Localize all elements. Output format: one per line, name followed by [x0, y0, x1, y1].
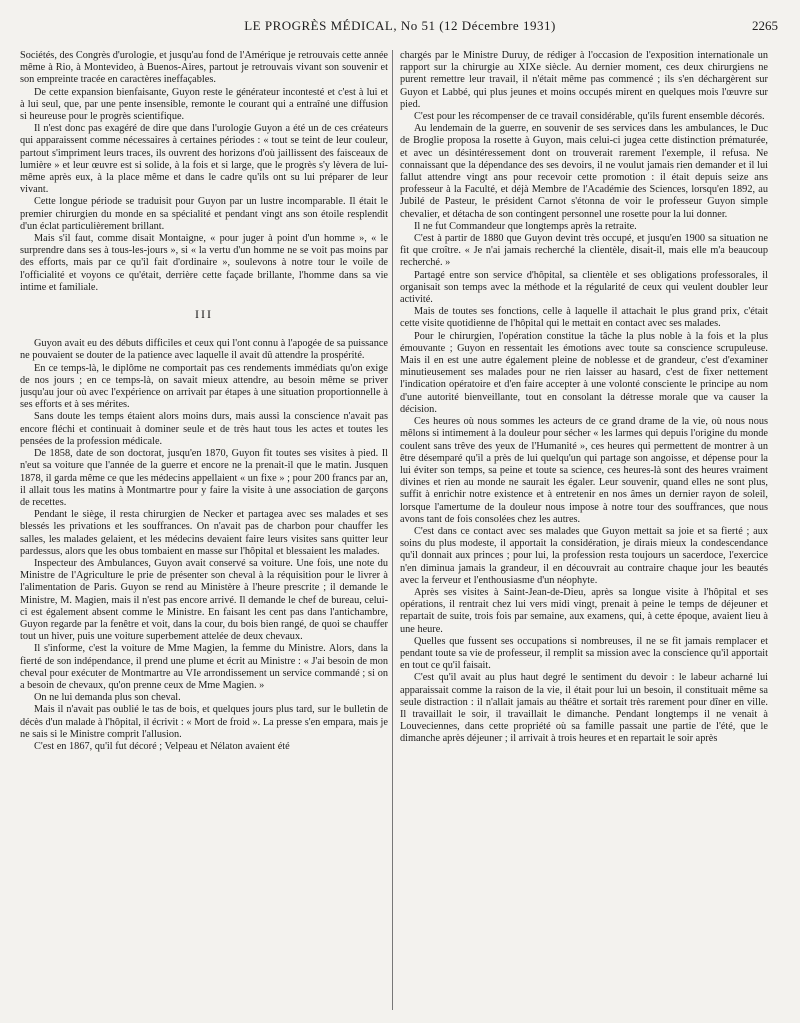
paragraph: Pour le chirurgien, l'opération constitue la tâche la plus noble à la fois et la plus émouvante ; Guyon en ressentait les émotions avec toute sa conscience scrupuleuse. Mais il en est une autre également pleine de noblesse et de grandeur, c'est d'examiner minutieusement ses malades pour ne rien laisser au hasard, c'est de fixer nettement l'indication opératoire et d'en faire accepter à une volonté consciente le principe au nom d'une autorité bienveillante, tout en consolant la détresse morale que va causer la décision. — [400, 330, 768, 415]
paragraph: Mais de toutes ses fonctions, celle à laquelle il attachait le plus grand prix, c'était cette visite quotidienne de l'hôpital qui le mettait en contact avec ses malades. — [400, 306, 768, 330]
paragraph: Après ses visites à Saint-Jean-de-Dieu, après sa longue visite à l'hôpital et ses opérations, il rentrait chez lui vers midi vingt, prenait à peine le temps de déjeuner et repartait de suite, trois fois par semaine, aux examens, qui, à cette époque, avaient lieu à une heure. — [400, 586, 768, 635]
paragraph: Sans doute les temps étaient alors moins durs, mais aussi la conscience n'avait pas encore fléchi et continuait à dominer seule et de très haut tous les actes et toutes les pensées de la profession médicale. — [20, 411, 388, 447]
paragraph: Il s'informe, c'est la voiture de Mme Magien, la femme du Ministre. Alors, dans la fierté de son indépendance, il prend une plume et écrit au Ministre : « J'ai besoin de mon cheval pour exécuter de Montmartre au VIe arrondissement un service commandé ; si on a besoin de chevaux, qu'on prenne ceux de Mme Magien. » — [20, 643, 388, 691]
right-column — [400, 50, 768, 1018]
paragraph: Inspecteur des Ambulances, Guyon avait conservé sa voiture. Une fois, une note du Ministre de l'Agriculture le prie de présenter son cheval à la réquisition pour le livrer à l'alimentation de Paris. Guyon se rend au Ministère à l'heure prescrite ; il demande le Ministre, M. Magien, mais il n'est pas encore arrivé. Il demande le chef de bureau, celui-ci est également absent comme le Ministre. En faisant les cent pas dans l'antichambre, Guyon regarde par la fenêtre et voit, dans la cour, du bois bien rangé, de quoi se chauffer tout un hiver, puis une voiture superbement attelée de deux chevaux. — [20, 557, 388, 643]
paragraph: Pendant le siège, il resta chirurgien de Necker et partagea avec ses malades et ses blessés les privations et les souffrances. On n'avait pas de charbon pour chauffer les salles, les malades gelaient, et les médecins devaient faire leurs visites sans quitter leur pardessus, alors que les obus tombaient en masse sur l'hôpital et blessaient les malades. — [20, 509, 388, 557]
paragraph: Guyon avait eu des débuts difficiles et ceux qui l'ont connu à l'apogée de sa puissance ne pouvaient se douter de la patience avec laquelle il avait dû attendre la prospérité. — [20, 338, 388, 362]
section-number: III — [195, 307, 213, 322]
paragraph: On ne lui demanda plus son cheval. — [34, 692, 181, 704]
column-divider — [392, 50, 393, 1010]
paragraph: C'est qu'il avait au plus haut degré le sentiment du devoir : le labeur acharné lui apparaissait comme la raison de la vie, il était pour lui un besoin, il constituait même sa seule distraction : il n'allait jamais au théâtre et sortait très rarement pour dîner en ville. Il travaillait le soir, il travaillait le dimanche. Pendant longtemps il ne venait à Louveciennes, dans cette propriété où sa famille passait une partie de l'été, que le dimanche après déjeuner ; il arrivait à trois heures et en repartait le soir après — [400, 672, 768, 745]
paragraph: C'est pour les récompenser de ce travail considérable, qu'ils furent ensemble décorés. — [414, 111, 765, 123]
paragraph: De 1858, date de son doctorat, jusqu'en 1870, Guyon fit toutes ses visites à pied. Il n'eut sa voiture que l'année de la guerre et encore ne la prenait-il que le matin. Jusquen 1878, il garda même ce que les médecins appellaient « un fixe » ; pour 200 francs par an, il allait tous les matins à Montmartre pour y faire la visite à une association de garçons de recettes. — [20, 448, 388, 508]
paragraph: De cette expansion bienfaisante, Guyon reste le générateur incontesté et c'est à lui et à lui seul, que, par une pente insensible, remonte le courant qui a entraîné une diffusion si heureuse pour le progrès scientifique. — [20, 86, 388, 123]
paragraph: Partagé entre son service d'hôpital, sa clientèle et ses obligations professorales, il organisait son temps avec la méthode et la régularité de ceux qui veulent doubler leur activité. — [400, 269, 768, 306]
paragraph: Mais s'il faut, comme disait Montaigne, « pour juger à point d'un homme », « le surprendre dans ses à tous-les-jours », si « la vertu d'un homme ne se voit pas moins par des efforts, mais par ce qu'il fait d'ordinaire », soulevons à notre tour le voile de l'officialité et voyons ce qu'était, derrière cette façade brillante, l'homme dans sa vie intime et familiale. — [20, 233, 388, 293]
running-header — [22, 18, 778, 40]
paragraph: chargés par le Ministre Duruy, de rédiger à l'occasion de l'exposition internationale un rapport sur la chirurgie au XIXe siècle. Au dernier moment, ces deux chirurgiens ne purent remettre leur travail, il n'était même pas commencé ; ils s'en déchargèrent sur Guyon et Labbé, qui plus jeunes et moins occupés mirent en quelques mois l'œuvre sur pied. — [400, 50, 768, 110]
paragraph: Sociétés, des Congrès d'urologie, et jusqu'au fond de l'Amérique je retrouvais cette année même à Rio, à Montevideo, à Buenos-Aires, partout je retrouvais vivant son souvenir et son empreinte tracée en caractères ineffaçables. — [20, 50, 388, 86]
paragraph: Il n'est donc pas exagéré de dire que dans l'urologie Guyon a été un de ces créateurs qui apparaissent comme nécessaires à certaines périodes : « tout se teint de leur couleur, partout s'impriment leurs traces, ils ouvrent des horizons d'où jaillissent des faisceaux de lumière » et leur œuvre est si solide, à la fois et si large, que le progrès s'y lèvera de lui-même après eux, à la place même et dans le cadre qu'ils ont su lui préparer de leur vivant. — [20, 123, 388, 196]
paragraph: Il ne fut Commandeur que longtemps après la retraite. — [414, 220, 637, 232]
left-column — [20, 50, 388, 1018]
journal-title: LE PROGRÈS MÉDICAL, No 51 (12 Décembre 1931) — [244, 18, 556, 33]
paragraph: Cette longue période se traduisit pour Guyon par un lustre incomparable. Il était le premier chirurgien du monde en sa spécialité et pendant vingt ans son étoile resplendit d'un éclat particulièrement brillant. — [20, 196, 388, 232]
paragraph: Ces heures où nous sommes les acteurs de ce grand drame de la vie, où nous nous mêlons si intimement à la douleur pour sécher « les larmes qui depuis l'origine du monde coulent sans trêve des yeux de l'Humanité », ces heures qui permettent de montrer à un être désemparé qu'il a près de lui quelqu'un qui partage son angoisse, et dépense pour la lui éviter son temps, sa peine et toute sa science, ces heures-là sont des heures vraiment divines et rien au monde ne saurait les égaler. Leur souvenir, quand elles ne sont plus, suffit à enrichir notre existence et à entretenir en nos âmes un dernier rayon de soleil, lorsque l'amertume de la douleur nous impose à notre tour des souffrances, que nous avons tant de fois consolées chez les autres. — [400, 416, 768, 525]
paragraph: Quelles que fussent ses occupations si nombreuses, il ne se fit jamais remplacer et pendant toute sa vie de professeur, il remplit sa mission avec la conscience qu'il apportait en tout ce qu'il faisait. — [400, 635, 768, 672]
paragraph: Mais il n'avait pas oublié le tas de bois, et quelques jours plus tard, sur le bulletin de décès d'un malade à l'hôpital, il écrivit : « Mort de froid ». La presse s'en empara, mais je ne sais si le Ministre comprit l'allusion. — [20, 704, 388, 740]
paragraph: En ce temps-là, le diplôme ne comportait pas ces rendements immédiats qu'on exige de nos jours ; en ce temps-là, on savait mieux attendre, au besoin même se priver jusqu'au jour où avec l'expérience on arrivait par étapes à une situation proportionnelle à ses efforts et à ses mérites. — [20, 362, 388, 411]
page-number: 2265 — [752, 18, 778, 33]
paragraph: C'est à partir de 1880 que Guyon devint très occupé, et jusqu'en 1900 sa situation ne fit que croître. « Je n'ai jamais recherché la clientèle, disait-il, mais elle m'a beaucoup recherché. » — [400, 233, 768, 269]
paragraph: C'est dans ce contact avec ses malades que Guyon mettait sa joie et sa fierté ; aux soins du plus modeste, il apportait la considération, je dirais mieux la condescendance qu'il donnait aux princes ; pour lui, la profession resta toujours un sacerdoce, l'exercice n'en diminua jamais la grandeur, il en découvrait au contraire chaque jour les beautés avec la ferveur et l'enthousiasme d'un néophyte. — [400, 525, 768, 586]
paragraph: Au lendemain de la guerre, en souvenir de ses services dans les ambulances, le Duc de Broglie proposa la rosette à Guyon, mais celui-ci jugea cette distinction prématurée, et avec un désintéressement dont on trouverait rarement l'exemple, il refusa. Ne connaissant que la dépendance des ses devoirs, il ne voulut jamais rien demander et il lui fallut attendre vingt ans pour recevoir cette promotion : il était depuis seize ans professeur à la Faculté, et déjà Membre de l'Académie des Sciences, lorsqu'en 1892, au Jubilé de Pasteur, le président Carnot s'étonna de voir le professeur Guyon simple chevalier, et détacha de son contingent personnel une rosette pour la lui donner. — [400, 123, 768, 220]
paragraph: C'est en 1867, qu'il fut décoré ; Velpeau et Nélaton avaient été — [34, 740, 290, 752]
